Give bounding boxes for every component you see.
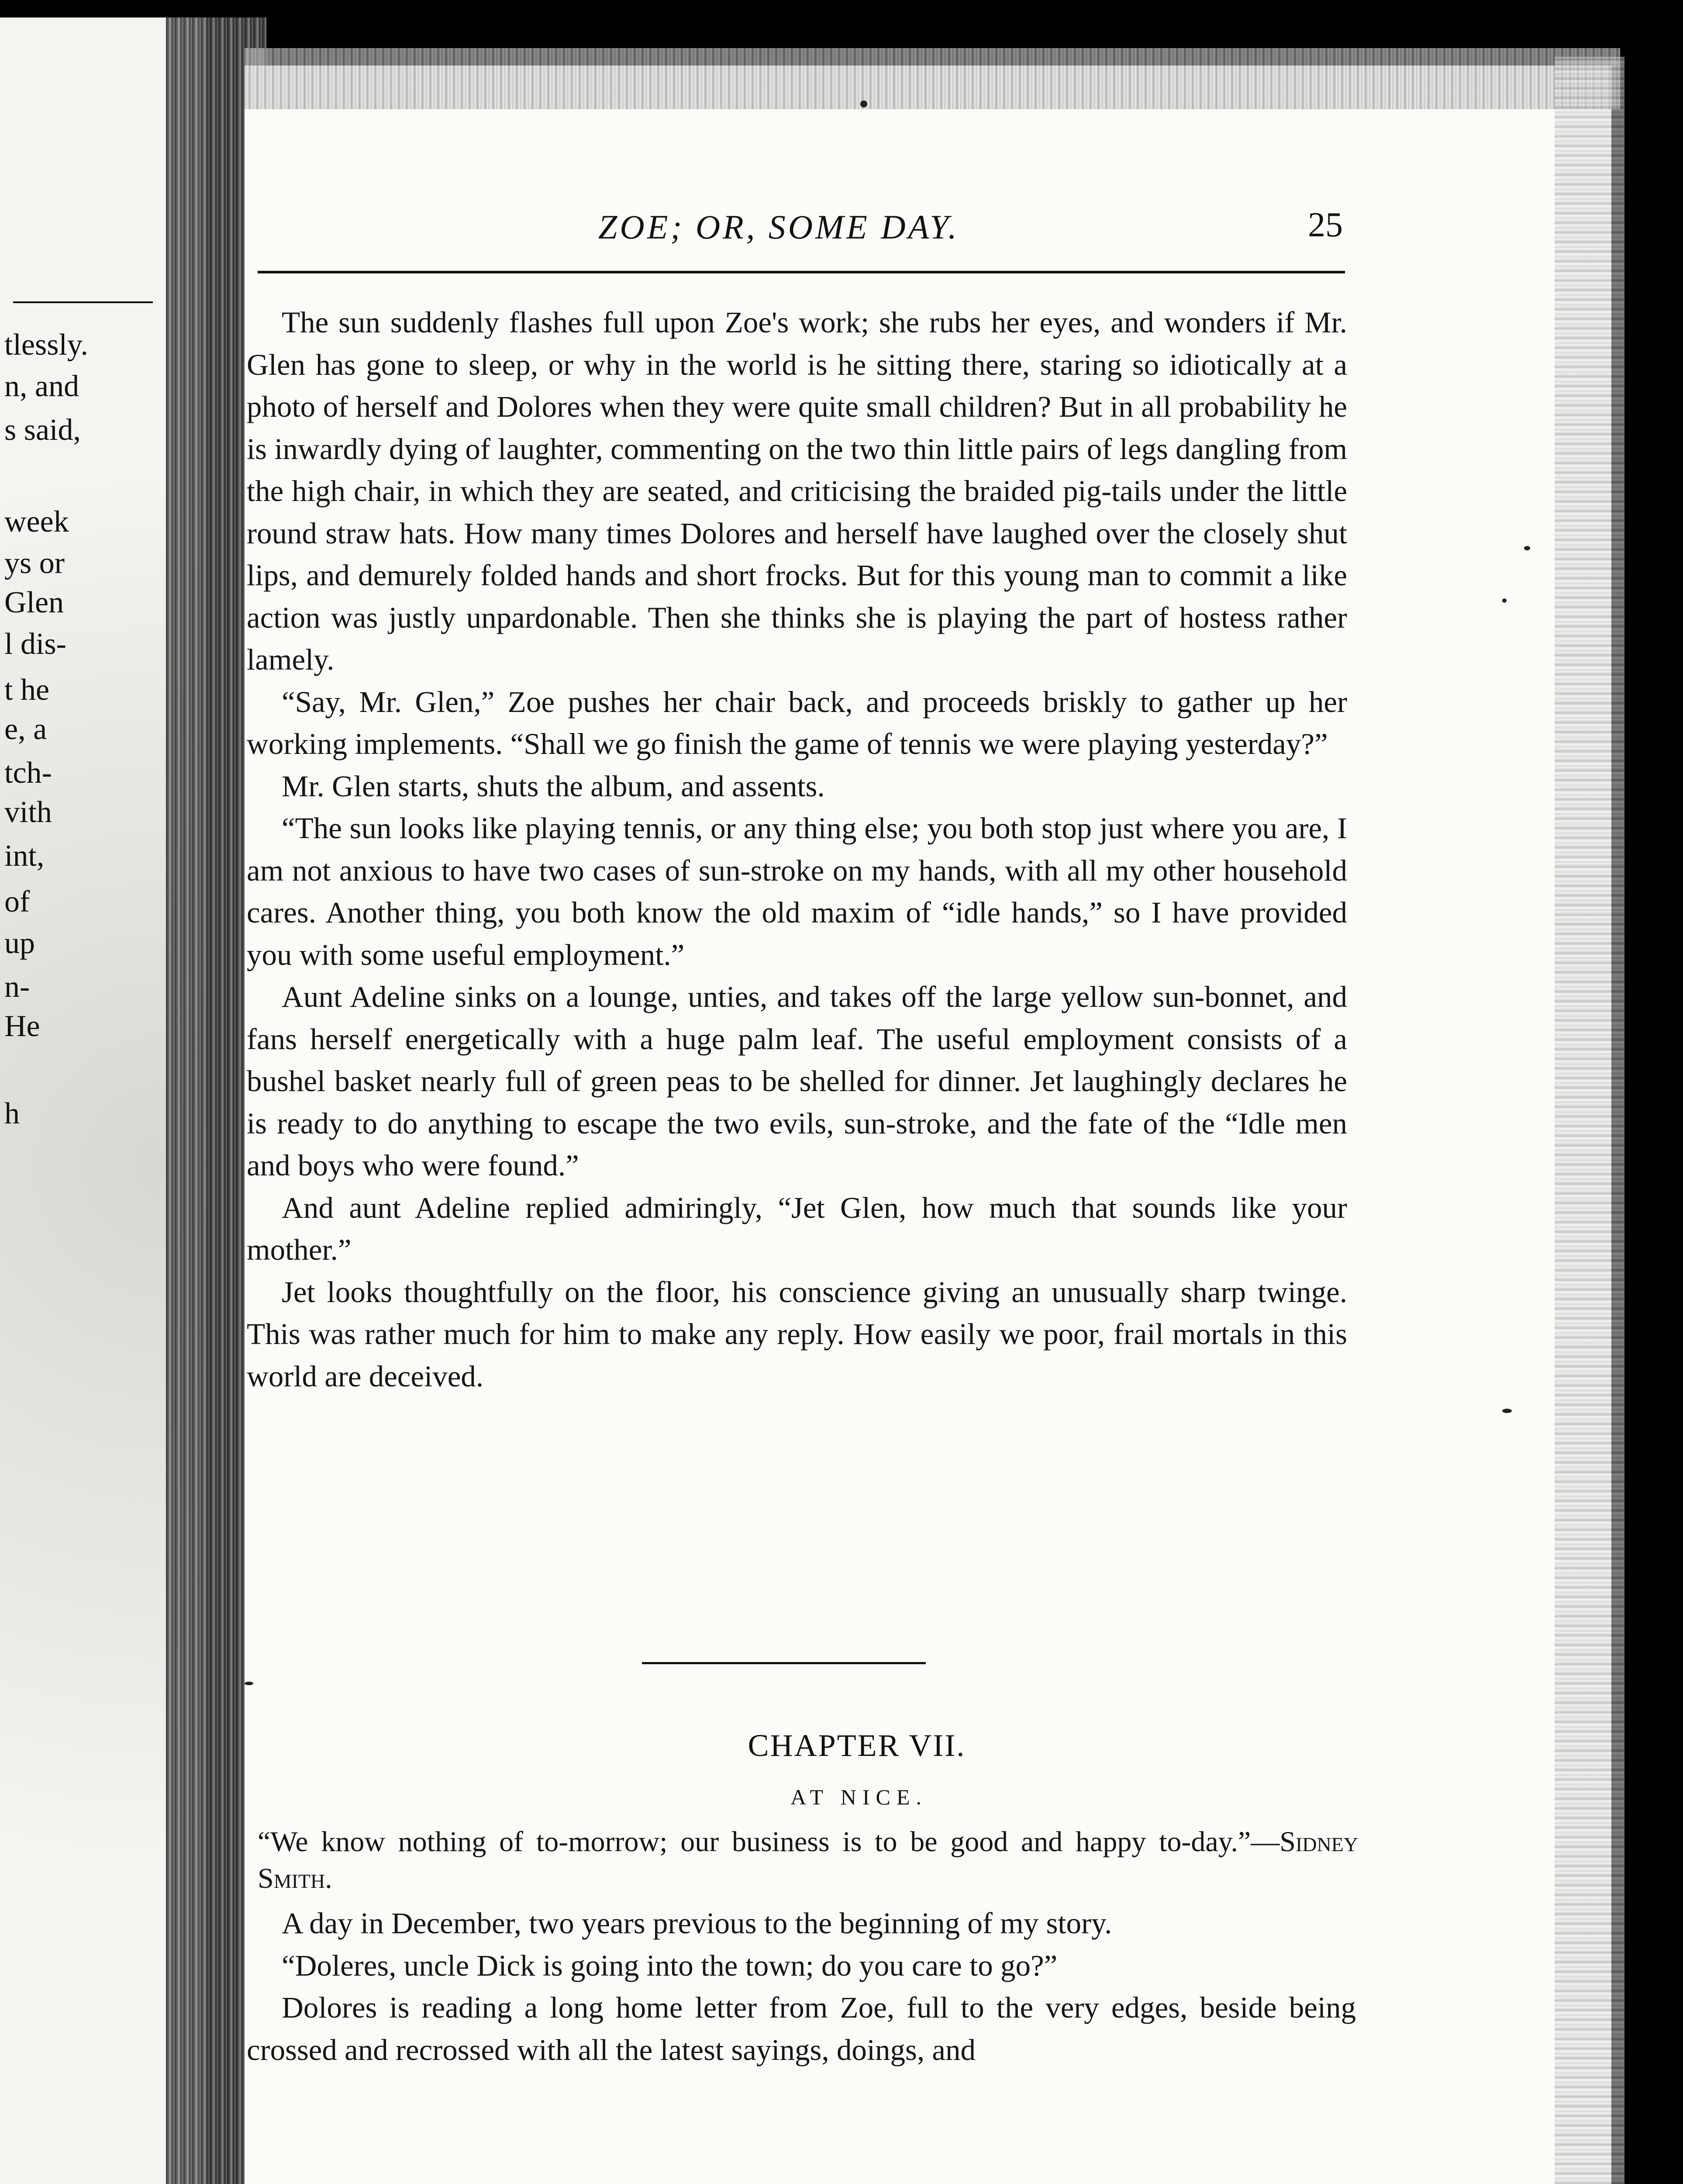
facing-page-fragment: week [4, 505, 69, 539]
paragraph: Jet looks thoughtfully on the floor, his conscience giving an unusually sharp twinge. This was rather much for him to make any reply. How easily we poor, frail mortals in this world are deceived. [247, 1275, 1347, 1393]
page-number: 25 [1308, 206, 1343, 244]
facing-page-fragment: He [4, 1009, 40, 1043]
facing-page-fragment: s said, [4, 413, 81, 447]
paragraph: And aunt Adeline replied admiringly, “Jet Glen, how much that sounds like your mother.” [247, 1191, 1347, 1266]
paragraph: The sun suddenly flashes full upon Zoe's work; she rubs her eyes, and wonders if Mr. Glen has gone to sleep, or why in the world is he sitting there, staring so idiotically at a photo of herself and Dolores when they were quite small children? But in all probability he is inwardly dying of laughter, commenting on the two thin little pairs of legs dangling from the high chair, in which they are seated, and criticising the braided pig-tails under the little round straw hats. How many times Dolores and herself have laughed over the closely shut lips, and demurely folded hands and short frocks. But for this young man to commit a like action was justly unpardonable. Then she thinks she is playing the part of hostess rather lamely. [247, 306, 1347, 676]
scan-speck [860, 100, 867, 107]
facing-page-rule [13, 301, 153, 303]
facing-page-fragment: int, [4, 839, 45, 873]
scan-speck [1524, 546, 1530, 550]
page-top-edge [245, 48, 1620, 109]
scan-speck [245, 1682, 253, 1685]
paragraph: “The sun looks like playing tennis, or any thing else; you both stop just where you are, I am not anxious to have two cases of sun-stroke on my hands, with all my other household cares. Another thing, you both know the old maxim of “idle hands,” so I have provided you with some useful employment.” [247, 812, 1347, 971]
body-text [247, 301, 1347, 1397]
chapter-body-text [247, 1902, 1356, 2071]
epigraph-quote: “We know nothing of to-morrow; our business is to be good and happy to-day.”— [258, 1826, 1280, 1858]
paragraph: Dolores is reading a long home letter from Zoe, full to the very edges, beside being crossed and recrossed with all the latest sayings, doings, and [247, 1991, 1356, 2067]
facing-page-fragment: n- [4, 970, 30, 1004]
facing-page-fragment: of [4, 885, 30, 919]
facing-page-fragment: ys or [4, 546, 65, 580]
paragraph: “Doleres, uncle Dick is going into the town; do you care to go?” [282, 1949, 1058, 1982]
paragraph: A day in December, two years previous to the beginning of my story. [282, 1907, 1112, 1940]
facing-page-fragment: t he [4, 673, 50, 707]
paragraph: Aunt Adeline sinks on a lounge, unties, and takes off the large yellow sun-bonnet, and fans herself energetically with a huge palm leaf. The useful employment consists of a bushel basket nearly full of green peas to be shelled for dinner. Jet laughingly declares he is ready to do anything to escape the two evils, sun-stroke, and the fate of the “Idle men and boys who were found.” [247, 980, 1347, 1182]
page-right-edge [1555, 57, 1624, 2184]
facing-page-fragment: tlessly. [4, 328, 88, 362]
facing-page-fragment: up [4, 926, 35, 960]
paragraph: Mr. Glen starts, shuts the album, and assents. [282, 769, 825, 803]
paragraph: “Say, Mr. Glen,” Zoe pushes her chair back, and proceeds briskly to gather up her working implements. “Shall we go finish the game of tennis we were playing yesterday?” [247, 685, 1347, 760]
epigraph-attribution: Sidney Smith. [258, 1826, 1358, 1894]
chapter-divider [642, 1662, 926, 1664]
chapter-subtitle: AT NICE. [790, 1785, 928, 1809]
facing-page-fragment: vith [4, 795, 52, 829]
facing-page-fragment: Glen [4, 586, 64, 619]
chapter-epigraph [258, 1824, 1358, 1897]
facing-page-fragment: tch- [4, 756, 52, 790]
facing-page-fragment: n, and [4, 370, 79, 403]
facing-page-fragment: l dis- [4, 627, 66, 661]
running-head: ZOE; OR, SOME DAY. [598, 208, 959, 246]
facing-page-fragment: h [4, 1097, 20, 1130]
scan-speck [1502, 598, 1507, 603]
scan-speck [1502, 1409, 1512, 1413]
header-rule [258, 271, 1345, 273]
facing-page-fragment: e, a [4, 712, 47, 746]
chapter-title: CHAPTER VII. [748, 1728, 966, 1763]
